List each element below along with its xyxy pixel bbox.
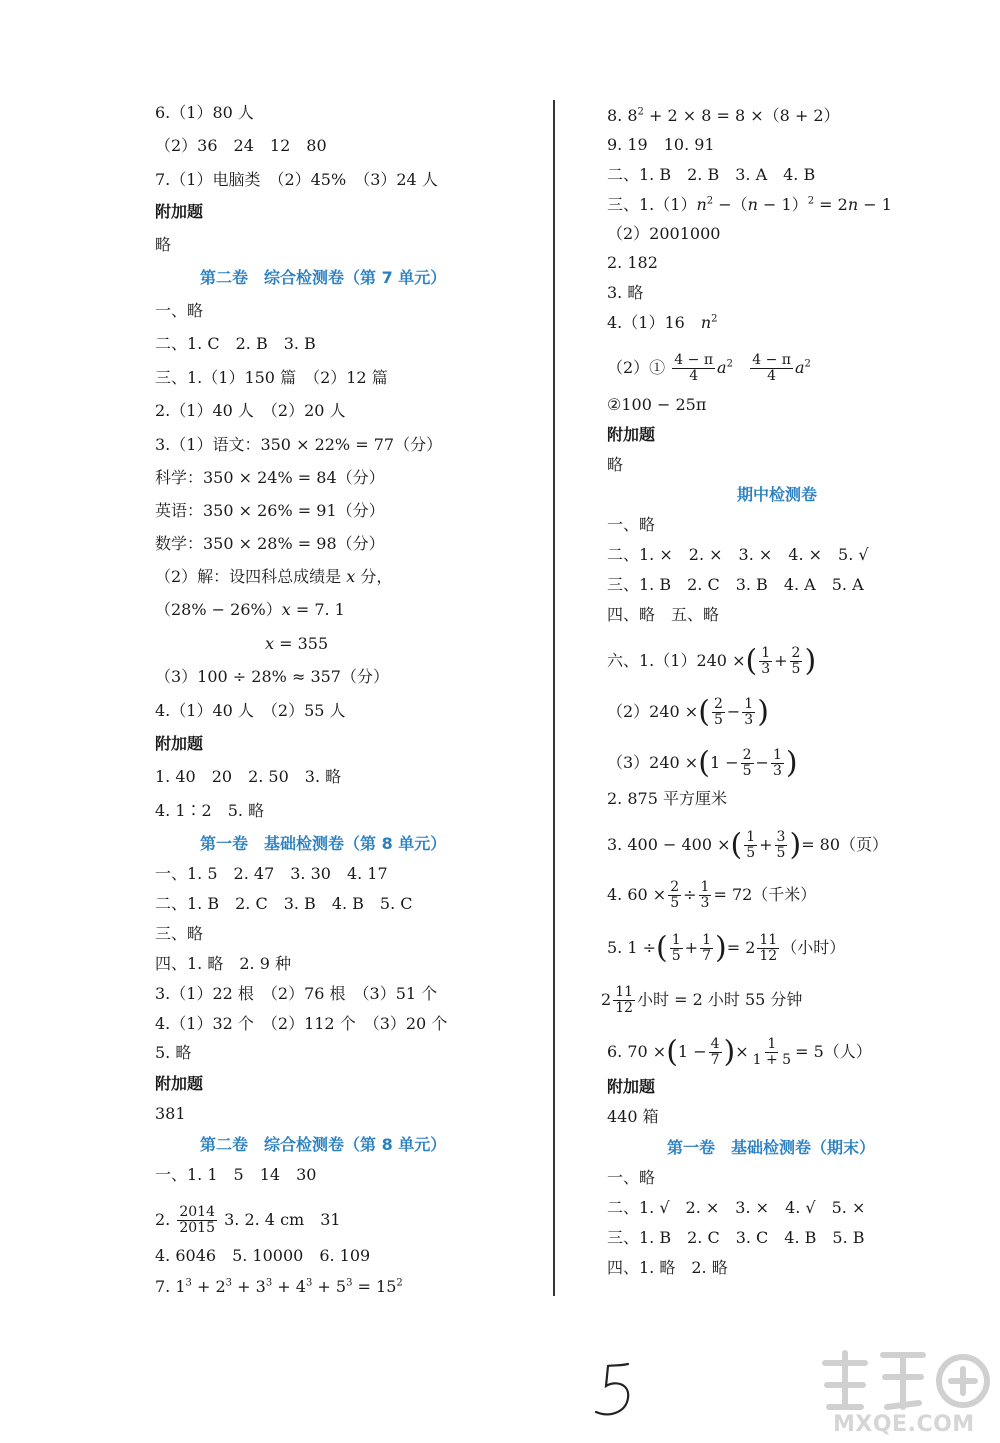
fraction: $\frac{1}{7}$ xyxy=(702,932,711,964)
answer-line: 2.（1）40 人 （2）20 人 xyxy=(155,401,346,420)
answer-line: 一、略 xyxy=(155,301,204,320)
fraction: $\frac{4 - \pi}{4}$ xyxy=(752,352,791,384)
answer-line: 三、$1.(1)n^2 -(n - 1)^2 = 2n - 1$ xyxy=(607,195,892,214)
answer-line: 4. 1∶2 5. 略 xyxy=(155,801,265,820)
answer-line: 7.（1）电脑类 （2）45% （3）24 人 xyxy=(155,170,438,189)
fraction: $\frac{1}{3}$ xyxy=(761,645,771,677)
answer-line: 5. 1 ÷( $\frac{1}{5}$ + $\frac{1}{7}$ )= 2 $\frac{11}{12}$ （小时） xyxy=(607,930,846,966)
answer-line: 一、略 xyxy=(607,515,656,534)
answer-line: 4. 6046 5. 10000 6. 109 xyxy=(155,1246,371,1265)
answer-line: x = 355 xyxy=(265,634,329,653)
answer-line: 1. 40 20 2. 50 3. 略 xyxy=(155,767,342,786)
answer-line: 二、1. B 2. B 3. A 4. B xyxy=(607,165,816,184)
fraction: $\frac{1}{3}$ xyxy=(772,747,782,779)
answer-line: 二、1. B 2. C 3. B 4. B 5. C xyxy=(155,894,413,913)
bonus-label: 附加题 xyxy=(155,734,204,753)
answer-line: 2. 182 xyxy=(607,253,658,272)
answer-line: 数学：350 × 28% = 98（分） xyxy=(155,534,385,553)
answer-line: ②100 − 25π xyxy=(607,395,707,414)
section-heading: 第一卷 基础检测卷（期末） xyxy=(667,1138,876,1157)
answer-line: 四、1. 略 2. 9 种 xyxy=(155,954,291,973)
watermark-url: MXQE.COM xyxy=(833,1412,975,1437)
fraction: $\frac{1}{3}$ xyxy=(700,879,710,911)
bonus-label: 附加题 xyxy=(607,425,656,444)
bonus-label: 附加题 xyxy=(155,202,204,221)
answer-line: 3.（1）语文：350 × 22% = 77（分） xyxy=(155,435,443,454)
answer-line: （3）100 ÷ 28% ≈ 357（分） xyxy=(155,667,389,686)
answer-line: 440 箱 xyxy=(607,1107,659,1126)
answer-line: （28% − 26%）x = 7. 1 xyxy=(155,600,345,619)
fraction: $\frac{2}{5}$ xyxy=(713,696,723,728)
answer-line: （3）240 ×(1 − $\frac{2}{5}$ − $\frac{1}{3}$ ) xyxy=(607,745,798,781)
answer-line: 8. $8^2 + 2 \times 8 = 8 \times(8 + 2)$ xyxy=(607,106,840,125)
answer-line: 4.（1）40 人 （2）55 人 xyxy=(155,701,346,720)
answer-line: 3. 略 xyxy=(607,283,644,302)
answer-line: 英语：350 × 26% = 91（分） xyxy=(155,501,385,520)
answer-line: 一、1. 5 2. 47 3. 30 4. 17 xyxy=(155,864,388,883)
answer-line: 一、1. 1 5 14 30 xyxy=(155,1165,317,1184)
fraction: $\frac{2}{5}$ xyxy=(742,747,752,779)
answer-line: 三、略 xyxy=(155,924,204,943)
answer-line: 四、1. 略 2. 略 xyxy=(607,1258,728,1277)
answer-line: 3.（1）22 根 （2）76 根 （3）51 个 xyxy=(155,984,438,1003)
page-number-handwritten xyxy=(590,1360,640,1420)
answer-line: 3. 400 − 400 ×( $\frac{1}{5}$ + $\frac{3}{5}$ )= 80（页） xyxy=(607,827,889,863)
section-heading: 第二卷 综合检测卷（第 8 单元） xyxy=(200,1135,447,1154)
answer-line: 6.（1）80 人 xyxy=(155,103,254,122)
answer-line: （2）36 24 12 80 xyxy=(155,136,327,155)
fraction: $\frac{2014}{2015}$ xyxy=(179,1204,215,1236)
answer-line: 9. 19 10. 91 xyxy=(607,135,715,154)
section-heading: 第一卷 基础检测卷（第 8 单元） xyxy=(200,834,447,853)
fraction: $\frac{4 - \pi}{4}$ xyxy=(674,352,714,384)
column-divider xyxy=(553,100,555,1296)
answer-line: 四、略 五、略 xyxy=(607,605,720,624)
fraction: $\frac{3}{5}$ xyxy=(776,829,786,861)
answer-line: 4.（1）32 个 （2）112 个 （3）20 个 xyxy=(155,1014,448,1033)
answer-line: 一、略 xyxy=(607,1168,656,1187)
answer-line: （2）240 ×( $\frac{2}{5}$ − $\frac{1}{3}$ ) xyxy=(607,694,769,730)
fraction: $\frac{11}{12}$ xyxy=(615,984,634,1016)
answer-line: 三、1. B 2. C 3. B 4. A 5. A xyxy=(607,575,864,594)
answer-line: 4.（1）16 $n^2$ xyxy=(607,313,718,332)
fraction: $\frac{1}{1 + 5}$ xyxy=(752,1036,792,1068)
bonus-label: 附加题 xyxy=(607,1077,656,1096)
answer-line: 5. 略 xyxy=(155,1043,192,1062)
answer-line: 2 $\frac{11}{12}$ 小时 = 2 小时 55 分钟 xyxy=(601,984,803,1016)
answer-line: 381 xyxy=(155,1104,186,1123)
answer-line: 2. 875 平方厘米 xyxy=(607,789,727,808)
answer-line: 二、1. C 2. B 3. B xyxy=(155,334,316,353)
answer-line: 2. $\frac{2014}{2015}$ 3. 2. 4 cm 31 xyxy=(155,1204,341,1236)
section-heading: 期中检测卷 xyxy=(737,485,818,504)
bonus-label: 附加题 xyxy=(155,1074,204,1093)
answer-line: 三、1.（1）150 篇 （2）12 篇 xyxy=(155,368,388,387)
answer-line: 7. $1^3 + 2^3 + 3^3 + 4^3 + 5^3 = 15^2$ xyxy=(155,1277,403,1296)
answer-line: 六、1.（1）240 ×( $\frac{1}{3}$ + $\frac{2}{5}$ ) xyxy=(607,643,817,679)
fraction: $\frac{2}{5}$ xyxy=(670,879,680,911)
fraction: $\frac{1}{5}$ xyxy=(671,932,681,964)
answer-line: 4. 60 × $\frac{2}{5}$ ÷ $\frac{1}{3}$ = 72（千米） xyxy=(607,879,817,911)
answer-line: 6. 70 ×(1 − $\frac{4}{7}$ )× $\frac{1}{1 + 5}$ = 5（人） xyxy=(607,1034,872,1070)
answer-line: （2）解：设四科总成绩是 x 分， xyxy=(155,567,393,586)
answer-line: 略 xyxy=(607,455,624,474)
fraction: $\frac{1}{5}$ xyxy=(746,829,756,861)
answer-line: 科学：350 × 24% = 84（分） xyxy=(155,468,385,487)
answer-line: 二、1. × 2. × 3. × 4. × 5. √ xyxy=(607,545,869,564)
answer-line: （2）① $\frac{4 - \pi}{4}$ $a^2$ $\frac{4 - \pi}{4}$ $a^2$ xyxy=(607,352,811,384)
fraction: $\frac{1}{3}$ xyxy=(744,696,754,728)
answer-line: 二、1. √ 2. × 3. × 4. √ 5. × xyxy=(607,1198,866,1217)
answer-line: 三、1. B 2. C 3. C 4. B 5. B xyxy=(607,1228,865,1247)
fraction: $\frac{4}{7}$ xyxy=(710,1036,720,1068)
answer-line: （2）2001000 xyxy=(607,224,721,243)
fraction: $\frac{2}{5}$ xyxy=(791,645,801,677)
section-heading: 第二卷 综合检测卷（第 7 单元） xyxy=(200,268,447,287)
fraction: $\frac{11}{12}$ xyxy=(759,932,778,964)
answer-line: 略 xyxy=(155,235,172,254)
